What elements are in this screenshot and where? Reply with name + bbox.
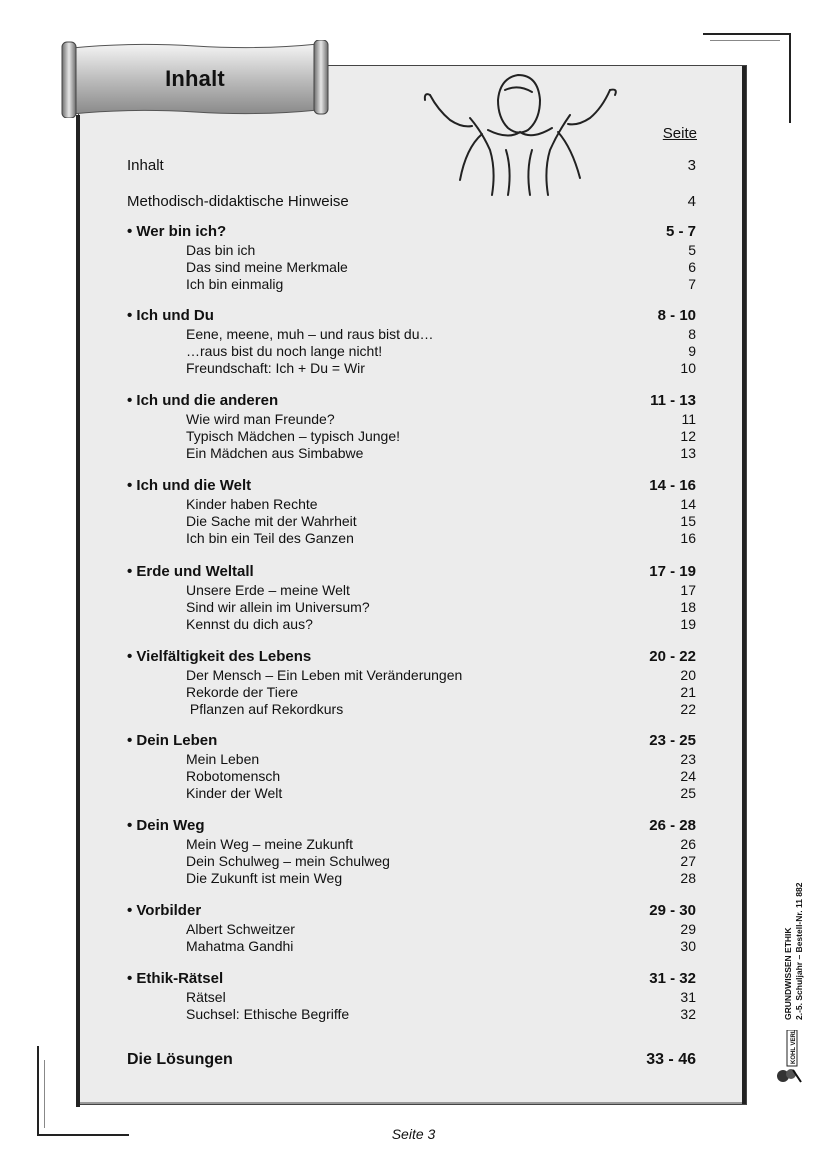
- toc-subitem-page: 27: [680, 853, 696, 869]
- toc-subitem-page: 22: [680, 701, 696, 717]
- toc-subitem: [186, 530, 696, 546]
- toc-subitem: [186, 870, 696, 886]
- toc-subitem-label: Freundschaft: Ich + Du = Wir: [186, 360, 365, 376]
- toc-section-heading-label: • Ethik-Rätsel: [127, 970, 224, 987]
- publisher-logo-text: KOHL VERLAG: [791, 1030, 797, 1064]
- toc-subitem: [186, 445, 696, 461]
- toc-section-heading-label: • Ich und Du: [127, 307, 214, 324]
- toc-subitem-label: Sind wir allein im Universum?: [186, 599, 370, 615]
- toc-subitem: [186, 343, 696, 359]
- toc-section-heading-page: 31 - 32: [649, 970, 696, 987]
- toc-intro-row-page: 3: [687, 157, 696, 174]
- toc-subitem-page: 24: [680, 768, 696, 784]
- toc-section-heading: [127, 477, 696, 494]
- toc-section-heading-page: 5 - 7: [665, 223, 696, 240]
- toc-subitem-label: Mein Weg – meine Zukunft: [186, 836, 354, 852]
- toc-subitem-page: 32: [680, 1006, 696, 1022]
- publisher-sidebar-text: [783, 840, 805, 1020]
- toc-final-row-label: Die Lösungen: [127, 1051, 233, 1068]
- toc-subitem: [186, 326, 696, 342]
- toc-subitem: [186, 785, 696, 801]
- toc-section-heading: [127, 648, 696, 665]
- toc-section-heading-label: • Dein Weg: [127, 817, 205, 834]
- toc-subitem-page: 9: [688, 343, 696, 359]
- toc-subitem: [186, 836, 696, 852]
- toc-subitem-page: 23: [680, 751, 696, 767]
- toc-section-heading: [127, 817, 696, 834]
- toc-subitem-page: 29: [680, 921, 696, 937]
- toc-section-heading-label: • Vielfältigkeit des Lebens: [127, 648, 312, 665]
- toc-subitem-page: 15: [680, 513, 696, 529]
- toc-subitem-page: 13: [680, 445, 696, 461]
- toc-intro-row-label: Inhalt: [127, 157, 164, 174]
- toc-subitem-page: 17: [680, 582, 696, 598]
- toc-subitem-label: Rekorde der Tiere: [186, 684, 299, 700]
- toc-subitem-page: 7: [688, 276, 696, 292]
- toc-subitem-page: 10: [680, 360, 696, 376]
- toc-subitem: [186, 701, 696, 717]
- toc-subitem-label: Rätsel: [186, 989, 226, 1005]
- toc-subitem-page: 31: [680, 989, 696, 1005]
- toc-subitem-page: 25: [680, 785, 696, 801]
- publisher-sidebar: [783, 840, 813, 1090]
- toc-section-heading-page: 11 - 13: [650, 392, 696, 409]
- toc-subitem-label: Eene, meene, muh – und raus bist du…: [186, 326, 434, 342]
- toc-subitem: [186, 938, 696, 954]
- sidebar-order-info: 2.-5. Schuljahr – Bestell-Nr. 11 882: [794, 882, 804, 1020]
- toc-subitem: [186, 411, 696, 427]
- toc-subitem: [186, 242, 696, 258]
- toc-subitem-label: Kinder der Welt: [186, 785, 283, 801]
- toc-section-heading: [127, 307, 696, 324]
- toc-subitem: [186, 616, 696, 632]
- toc-section-heading: [127, 970, 696, 987]
- toc-subitem-label: Mahatma Gandhi: [186, 938, 294, 954]
- toc-subitem-page: 20: [680, 667, 696, 683]
- toc-subitem-page: 21: [680, 684, 696, 700]
- toc-subitem-label: Kennst du dich aus?: [186, 616, 313, 632]
- toc-subitem: [186, 989, 696, 1005]
- toc-subitem-label: Die Sache mit der Wahrheit: [186, 513, 357, 529]
- toc-section-heading-label: • Erde und Weltall: [127, 563, 254, 580]
- toc-subitem-label: Suchsel: Ethische Begriffe: [186, 1006, 350, 1022]
- toc-subitem-label: Mein Leben: [186, 751, 260, 767]
- toc-section-heading: [127, 392, 696, 409]
- toc-subitem-page: 28: [680, 870, 696, 886]
- toc-subitem-page: 16: [680, 530, 696, 546]
- toc-subitem: [186, 768, 696, 784]
- toc-subitem: [186, 513, 696, 529]
- toc-intro-row-page: 4: [687, 193, 696, 210]
- toc-section-heading-page: 23 - 25: [649, 732, 696, 749]
- toc-subitem-label: Kinder haben Rechte: [186, 496, 318, 512]
- toc-section-heading-page: 17 - 19: [649, 563, 696, 580]
- toc-subitem: [186, 360, 696, 376]
- corner-line-top-right-h: [703, 33, 791, 35]
- panel-shadow-left: [76, 115, 80, 1107]
- publisher-logo-icon: [773, 1030, 813, 1085]
- toc-subitem-page: 11: [681, 411, 696, 427]
- toc-section-heading-label: • Ich und die anderen: [127, 392, 279, 409]
- toc-section-heading: [127, 563, 696, 580]
- corner-line-top-right-v: [789, 33, 791, 123]
- toc-subitem: [186, 259, 696, 275]
- toc-subitem-label: Unsere Erde – meine Welt: [186, 582, 350, 598]
- toc-intro-row: [127, 157, 696, 174]
- toc-subitem-page: 26: [680, 836, 696, 852]
- page-column-header: Seite: [662, 125, 697, 142]
- toc-subitem-label: Pflanzen auf Rekordkurs: [186, 701, 344, 717]
- toc-subitem: [186, 853, 696, 869]
- title-scroll-banner: [60, 40, 330, 118]
- toc-section-heading-page: 8 - 10: [657, 307, 696, 324]
- toc-subitem: [186, 684, 696, 700]
- toc-subitem: [186, 1006, 696, 1022]
- raised-arms-figure-illustration: [420, 70, 620, 200]
- toc-subitem-page: 8: [688, 326, 696, 342]
- toc-final-row-page: 33 - 46: [646, 1051, 696, 1068]
- corner-line-bottom-left-v: [37, 1046, 39, 1136]
- toc-subitem: [186, 582, 696, 598]
- toc-subitem: [186, 276, 696, 292]
- toc-section-heading-page: 29 - 30: [649, 902, 696, 919]
- toc-subitem-page: 14: [680, 496, 696, 512]
- toc-section-heading-label: • Dein Leben: [127, 732, 218, 749]
- toc-subitem: [186, 496, 696, 512]
- toc-subitem-label: Die Zukunft ist mein Weg: [186, 870, 343, 886]
- corner-line-bottom-left-v2: [44, 1060, 45, 1128]
- corner-line-top-right-h2: [710, 40, 780, 41]
- toc-section-heading-page: 20 - 22: [649, 648, 696, 665]
- toc-subitem-label: Ein Mädchen aus Simbabwe: [186, 445, 364, 461]
- toc-final-row: [127, 1051, 696, 1069]
- toc-subitem-label: Robotomensch: [186, 768, 281, 784]
- toc-subitem: [186, 667, 696, 683]
- toc-section-heading: [127, 732, 696, 749]
- toc-subitem-page: 30: [680, 938, 696, 954]
- toc-subitem-page: 18: [680, 599, 696, 615]
- toc-subitem-label: …raus bist du noch lange nicht!: [186, 343, 383, 359]
- toc-subitem-label: Dein Schulweg – mein Schulweg: [186, 853, 390, 869]
- toc-subitem: [186, 751, 696, 767]
- toc-section-heading-label: • Ich und die Welt: [127, 477, 252, 494]
- toc-subitem: [186, 921, 696, 937]
- toc-subitem-label: Ich bin ein Teil des Ganzen: [186, 530, 354, 546]
- toc-subitem-page: 12: [680, 428, 696, 444]
- toc-section-heading-page: 26 - 28: [649, 817, 696, 834]
- publisher-logo: [773, 1030, 813, 1085]
- toc-section-heading-page: 14 - 16: [649, 477, 696, 494]
- sidebar-series-title: GRUNDWISSEN ETHIK: [783, 927, 793, 1020]
- toc-subitem: [186, 428, 696, 444]
- toc-section-heading: [127, 223, 696, 240]
- toc-subitem-label: Albert Schweitzer: [186, 921, 295, 937]
- toc-subitem-label: Das sind meine Merkmale: [186, 259, 348, 275]
- page-number-footer: Seite 3: [391, 1126, 436, 1142]
- toc-section-heading-label: • Vorbilder: [127, 902, 202, 919]
- toc-intro-row-label: Methodisch-didaktische Hinweise: [127, 193, 349, 210]
- toc-subitem-page: 19: [680, 616, 696, 632]
- toc-subitem-page: 6: [688, 259, 696, 275]
- toc-subitem-page: 5: [688, 242, 696, 258]
- toc-subitem: [186, 599, 696, 615]
- toc-subitem-label: Ich bin einmalig: [186, 276, 284, 292]
- toc-subitem-label: Das bin ich: [186, 242, 256, 258]
- toc-section-heading-label: • Wer bin ich?: [127, 223, 227, 240]
- toc-intro-row: [127, 193, 696, 210]
- toc-subitem-label: Der Mensch – Ein Leben mit Veränderungen: [186, 667, 463, 683]
- page-title: Inhalt: [165, 66, 225, 91]
- toc-subitem-label: Wie wird man Freunde?: [186, 411, 335, 427]
- toc-section-heading: [127, 902, 696, 919]
- toc-subitem-label: Typisch Mädchen – typisch Junge!: [186, 428, 401, 444]
